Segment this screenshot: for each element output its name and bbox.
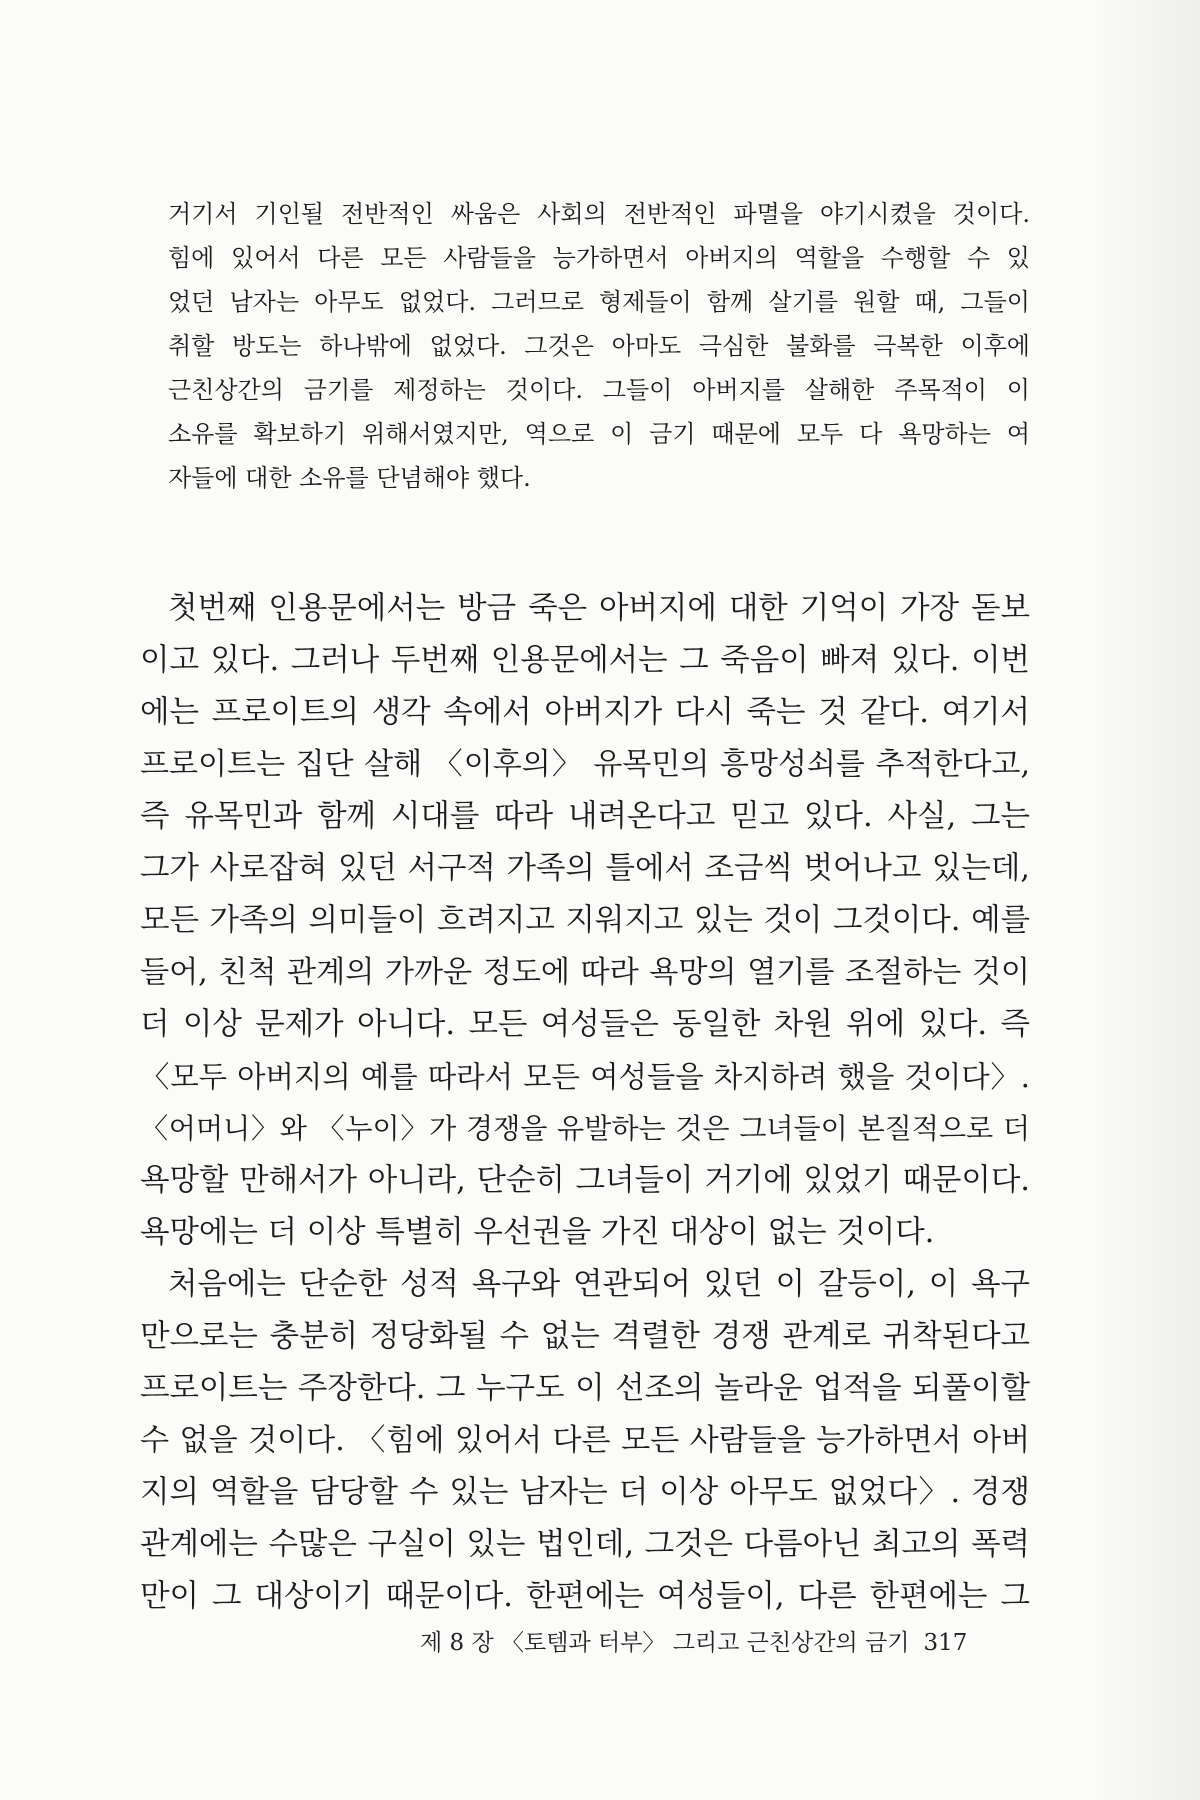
body-line: 〈어머니〉와 〈누이〉가 경쟁을 유발하는 것은 그녀들이 본질적으로 더 xyxy=(140,1112,1030,1145)
body-line: 처음에는 단순한 성적 욕구와 연관되어 있던 이 갈등이, 이 욕구 xyxy=(168,1267,1030,1302)
quote-line: 근친상간의 금기를 제정하는 것이다. 그들이 아버지를 살해한 주목적이 이 xyxy=(168,376,1030,404)
body-line: 만이 그 대상이기 때문이다. 한편에는 여성들이, 다른 한편에는 그 xyxy=(140,1579,1030,1614)
body-line: 지의 역할을 담당할 수 있는 남자는 더 이상 아무도 없었다〉. 경쟁 xyxy=(140,1475,1030,1510)
body-line: 즉 유목민과 함께 시대를 따라 내려온다고 믿고 있다. 사실, 그는 xyxy=(140,799,1030,834)
body-line: 욕망할 만해서가 아니라, 단순히 그녀들이 거기에 있었기 때문이다. xyxy=(140,1163,1030,1198)
quote-line: 거기서 기인될 전반적인 싸움은 사회의 전반적인 파멸을 야기시켰을 것이다. xyxy=(168,200,1030,228)
body-line: 욕망에는 더 이상 특별히 우선권을 가진 대상이 없는 것이다. xyxy=(140,1215,935,1250)
quote-line: 었던 남자는 아무도 없었다. 그러므로 형제들이 함께 살기를 원할 때, 그들이 xyxy=(168,288,1030,316)
body-line: 그가 사로잡혀 있던 서구적 가족의 틀에서 조금씩 벗어나고 있는데, xyxy=(140,851,1030,886)
page-edge-shadow xyxy=(1090,0,1200,1800)
block-quote xyxy=(168,192,1030,500)
chapter-title: 제 8 장 〈토템과 터부〉 그리고 근친상간의 금기 xyxy=(420,1630,910,1656)
body-line: 만으로는 충분히 정당화될 수 없는 격렬한 경쟁 관계로 귀착된다고 xyxy=(140,1319,1030,1354)
body-line: 〈모두 아버지의 예를 따라서 모든 여성들을 차지하려 했을 것이다〉. xyxy=(140,1060,1030,1094)
page-number: 317 xyxy=(923,1630,968,1656)
body-line: 들어, 친척 관계의 가까운 정도에 따라 욕망의 열기를 조절하는 것이 xyxy=(140,955,1030,990)
quote-line: 힘에 있어서 다른 모든 사람들을 능가하면서 아버지의 역할을 수행할 수 있 xyxy=(168,244,1030,272)
body-line: 모든 가족의 의미들이 흐려지고 지워지고 있는 것이 그것이다. 예를 xyxy=(140,903,1030,938)
body-line: 수 없을 것이다. 〈힘에 있어서 다른 모든 사람들을 능가하면서 아버 xyxy=(140,1423,1030,1458)
body-line: 프로이트는 주장한다. 그 누구도 이 선조의 놀라운 업적을 되풀이할 xyxy=(140,1371,1030,1406)
body-text xyxy=(140,583,1030,1623)
running-footer xyxy=(420,1624,967,1657)
body-line: 관계에는 수많은 구실이 있는 법인데, 그것은 다름아닌 최고의 폭력 xyxy=(140,1527,1030,1562)
body-line: 첫번째 인용문에서는 방금 죽은 아버지에 대한 기억이 가장 돋보 xyxy=(168,591,1030,626)
body-line: 프로이트는 집단 살해 〈이후의〉 유목민의 흥망성쇠를 추적한다고, xyxy=(140,747,1030,782)
quote-line: 자들에 대한 소유를 단념해야 했다. xyxy=(168,464,531,492)
quote-line: 취할 방도는 하나밖에 없었다. 그것은 아마도 극심한 불화를 극복한 이후에 xyxy=(168,332,1030,360)
body-line: 이고 있다. 그러나 두번째 인용문에서는 그 죽음이 빠져 있다. 이번 xyxy=(140,643,1030,678)
quote-line: 소유를 확보하기 위해서였지만, 역으로 이 금기 때문에 모두 다 욕망하는 여 xyxy=(168,420,1030,448)
body-line: 에는 프로이트의 생각 속에서 아버지가 다시 죽는 것 같다. 여기서 xyxy=(140,695,1030,730)
body-line: 더 이상 문제가 아니다. 모든 여성들은 동일한 차원 위에 있다. 즉 xyxy=(140,1007,1030,1042)
